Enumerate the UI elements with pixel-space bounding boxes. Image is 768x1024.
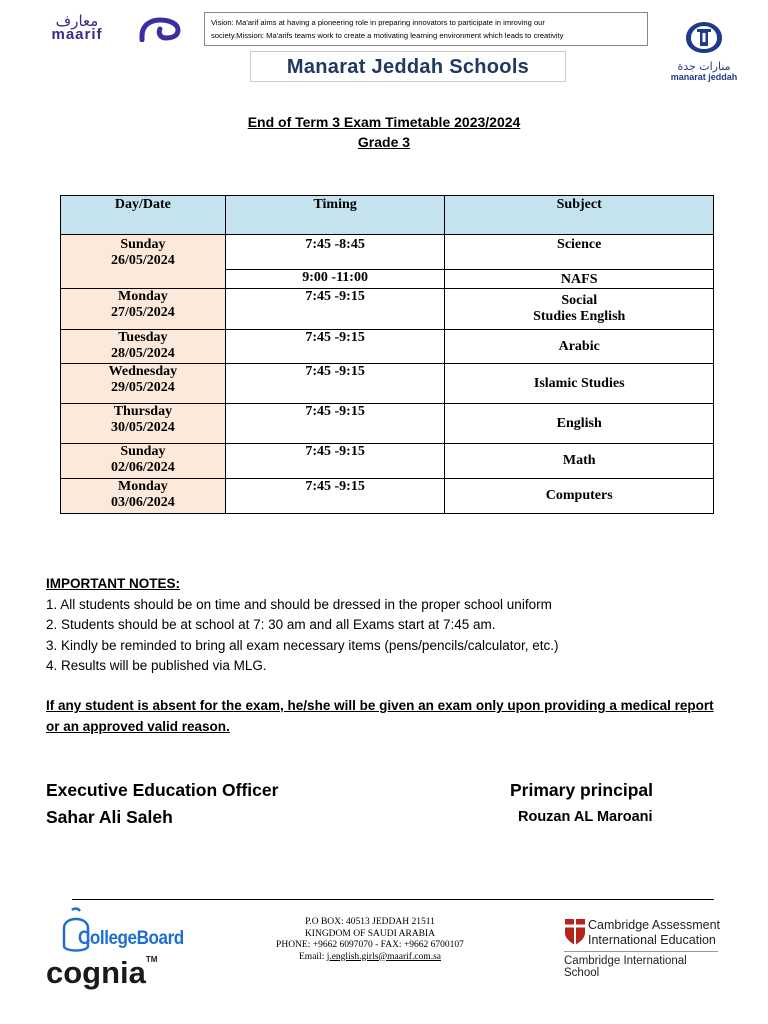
header-day-date: Day/Date xyxy=(61,196,226,235)
day-date-cell xyxy=(61,235,226,289)
table-row xyxy=(61,330,714,364)
table-row xyxy=(61,444,714,479)
signature-right-name: Rouzan AL Maroani xyxy=(518,809,653,825)
subject-line: Studies English xyxy=(533,309,626,324)
address-line: PHONE: +9662 6097070 - FAX: +9662 6700107 xyxy=(276,940,464,950)
footer-divider xyxy=(72,899,714,900)
day-date: 02/06/2024 xyxy=(111,460,175,475)
cambridge-shield-icon xyxy=(564,918,586,946)
email-line xyxy=(250,952,490,964)
day-date: 26/05/2024 xyxy=(111,253,175,268)
subject-cell: Arabic xyxy=(445,330,714,364)
note-item: 3. Kindly be reminded to bring all exam necessary items (pens/pencils/calculator, etc.) xyxy=(46,637,559,653)
subject-cell: English xyxy=(445,404,714,444)
subject-cell xyxy=(445,289,714,330)
email-link[interactable]: j.english.girls@maarif.com.sa xyxy=(326,951,441,962)
day-date-cell xyxy=(61,330,226,364)
absence-policy-line1: If any student is absent for the exam, he/she will be given an exam only upon providing a medical report xyxy=(46,698,714,713)
day-date-cell xyxy=(61,444,226,479)
day-name: Thursday xyxy=(113,404,173,419)
collegeboard-text: CollegeBoard xyxy=(78,928,184,949)
footer-address xyxy=(250,917,490,963)
day-date: 03/06/2024 xyxy=(111,495,175,510)
timing-cell: 7:45 -9:15 xyxy=(225,330,445,364)
maarif-logo xyxy=(42,14,112,44)
table-row xyxy=(61,235,714,270)
cognia-logo xyxy=(46,955,157,991)
day-name: Sunday xyxy=(120,237,166,252)
exam-timetable xyxy=(60,195,714,514)
important-notes xyxy=(46,574,736,677)
timing-cell: 7:45 -9:15 xyxy=(225,479,445,514)
swirl-logo-icon xyxy=(138,16,182,42)
page-subtitle: Grade 3 xyxy=(357,134,411,150)
table-row xyxy=(61,289,714,330)
note-item: 4. Results will be published via MLG. xyxy=(46,658,267,673)
day-date-cell xyxy=(61,364,226,404)
maarif-logo-arabic: معارف xyxy=(55,12,99,30)
cambridge-divider xyxy=(564,951,718,952)
day-date: 28/05/2024 xyxy=(111,346,175,361)
school-name: Manarat Jeddah Schools xyxy=(250,51,566,82)
table-row xyxy=(61,404,714,444)
subject-cell: Islamic Studies xyxy=(445,364,714,404)
day-date-cell xyxy=(61,479,226,514)
header-subject: Subject xyxy=(445,196,714,235)
timing-cell: 7:45 -9:15 xyxy=(225,404,445,444)
timing-cell: 9:00 -11:00 xyxy=(225,270,445,289)
absence-policy-line2: or an approved valid reason. xyxy=(46,718,230,734)
day-date: 30/05/2024 xyxy=(111,420,175,435)
cambridge-text-line2: International Education xyxy=(588,933,716,947)
cambridge-text-line3: Cambridge International School xyxy=(564,955,687,979)
vision-text-line1: Vision: Ma'arif aims at having a pioneering role in preparing innovators to participate in imroving our xyxy=(211,18,545,27)
note-item: 1. All students should be on time and should be dressed in the proper school uniform xyxy=(46,596,552,612)
table-row xyxy=(61,479,714,514)
timing-cell: 7:45 -9:15 xyxy=(225,364,445,404)
manarat-logo xyxy=(668,20,740,80)
signature-left-name: Sahar Ali Saleh xyxy=(46,807,173,827)
cognia-trademark: TM xyxy=(145,955,158,964)
timing-cell: 7:45 -9:15 xyxy=(225,289,445,330)
note-item: 2. Students should be at school at 7: 30 am and all Exams start at 7:45 am. xyxy=(46,617,496,632)
header-timing: Timing xyxy=(225,196,445,235)
timing-cell: 7:45 -9:15 xyxy=(225,444,445,479)
day-name: Monday xyxy=(118,289,168,304)
day-date-cell xyxy=(61,289,226,330)
day-date-cell xyxy=(61,404,226,444)
address-line: KINGDOM OF SAUDI ARABIA xyxy=(304,928,436,939)
subject-cell: Computers xyxy=(445,479,714,514)
manarat-logo-arabic: منارات جدة xyxy=(677,60,731,73)
vision-mission-box xyxy=(204,12,648,46)
cambridge-text-line1: Cambridge Assessment xyxy=(588,918,721,932)
subject-cell: Math xyxy=(445,444,714,479)
collegeboard-logo xyxy=(56,906,186,958)
address-line: P.O BOX: 40513 JEDDAH 21511 xyxy=(305,917,435,927)
vision-text-line2: society.Mission: Ma'arifs teams work to create a motivating learning environment which leads to creativity xyxy=(211,31,564,40)
day-name: Sunday xyxy=(120,444,166,459)
manarat-logo-english: manarat jeddah xyxy=(670,72,738,82)
day-name: Monday xyxy=(118,479,168,494)
signature-right-title: Primary principal xyxy=(510,780,653,800)
signature-left-title: Executive Education Officer xyxy=(46,780,279,800)
cognia-text: cognia xyxy=(46,955,146,990)
day-name: Tuesday xyxy=(118,330,168,345)
subject-line: Social xyxy=(561,293,598,308)
day-name: Wednesday xyxy=(108,364,178,379)
email-label: Email: xyxy=(299,951,327,962)
table-row xyxy=(61,364,714,404)
day-date: 27/05/2024 xyxy=(111,305,175,320)
absence-policy xyxy=(46,696,736,737)
page-title: End of Term 3 Exam Timetable 2023/2024 xyxy=(247,114,521,130)
timing-cell: 7:45 -8:45 xyxy=(225,235,445,270)
maarif-logo-english: maarif xyxy=(51,26,103,43)
day-date: 29/05/2024 xyxy=(111,380,175,395)
manarat-crest-icon xyxy=(684,20,724,54)
table-header-row xyxy=(61,196,714,235)
subject-cell: Science xyxy=(445,235,714,270)
subject-cell: NAFS xyxy=(445,270,714,289)
cambridge-logo xyxy=(562,916,722,979)
notes-heading: IMPORTANT NOTES: xyxy=(46,576,180,591)
